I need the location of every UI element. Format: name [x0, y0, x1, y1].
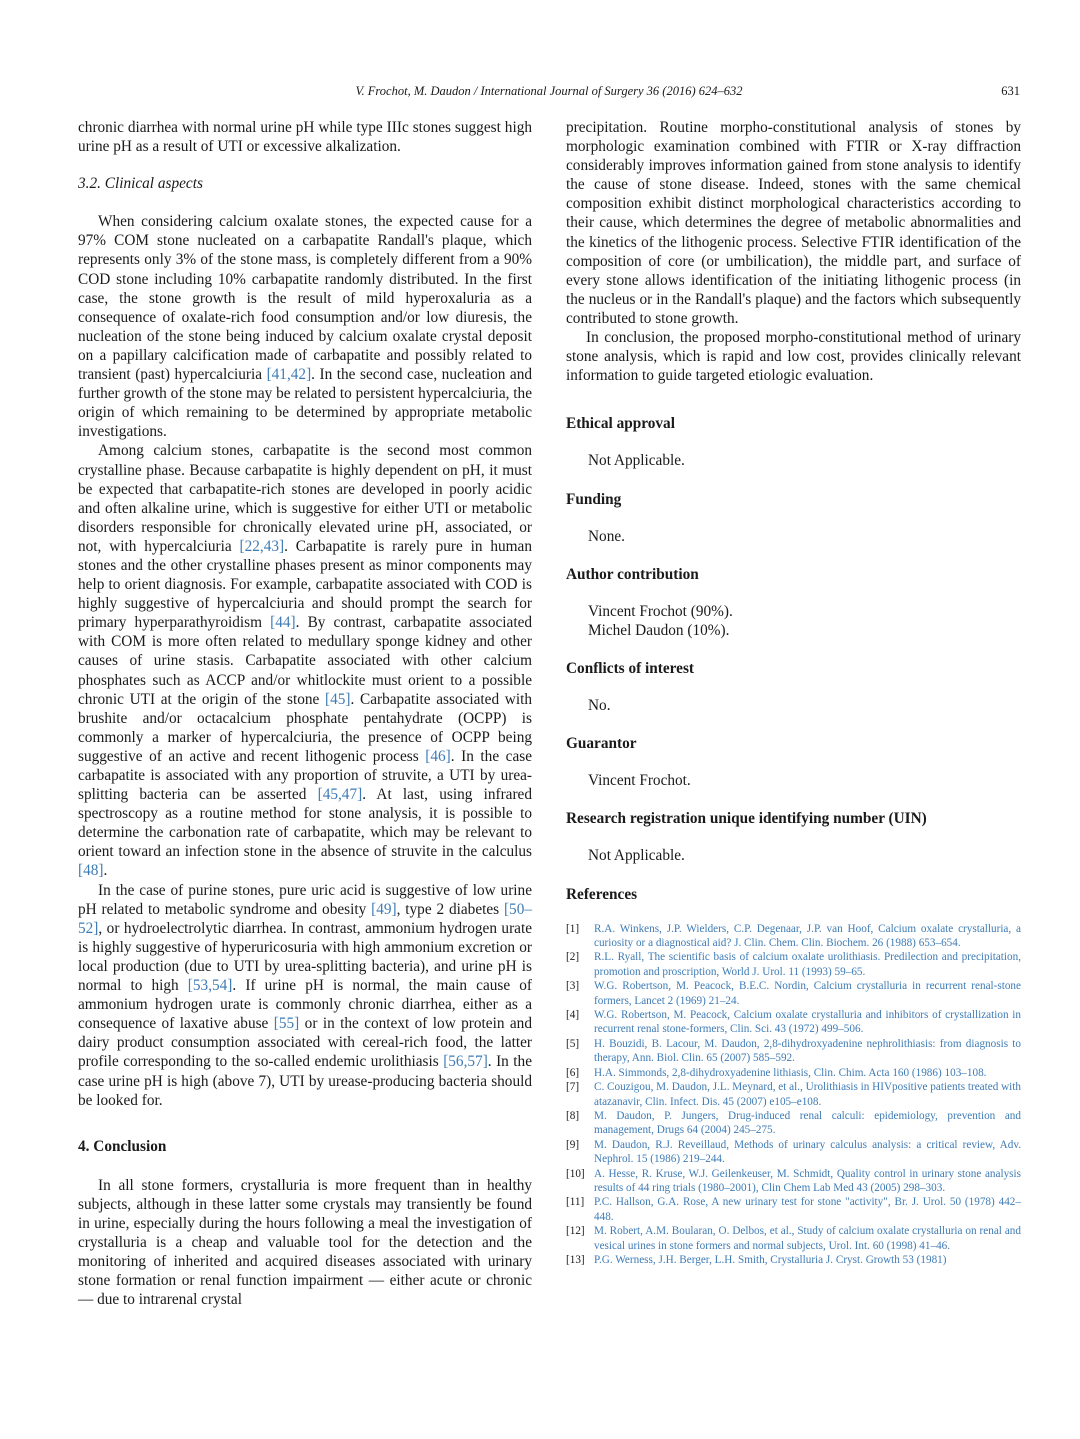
citation-link[interactable]: [49]: [371, 900, 397, 918]
declarations-block: [566, 414, 1021, 865]
paragraph-conclusion: In all stone formers, crystalluria is more frequent than in healthy subjects, although in these latter some crystals may transiently be found in urine, especially during the hours following a meal the investigation of crystalluria is a cheap and valuable tool for the detection and the monitoring of inherited and acquired diseases associated with urinary stone formation or renal function impairment — either acute or chronic — due to intrarenal crystal: [78, 1176, 532, 1309]
citation-link[interactable]: [56,57]: [443, 1053, 488, 1071]
paragraph-final-conclusion: In conclusion, the proposed morpho-constitutional method of urinary stone analysis, which is rapid and low cost, provides clinically relevant information to guide targeted etiologic evaluation.: [566, 329, 1021, 385]
citation-link[interactable]: [45,47]: [317, 786, 363, 804]
citation-link[interactable]: [45]: [325, 690, 351, 708]
paragraph-continuation: chronic diarrhea with normal urine pH while type IIIc stones suggest high urine pH as a result of UTI or excessive alkalization.: [78, 119, 532, 156]
reference-item: [3] W.G. Robertson, M. Peacock, B.E.C. Nordin, Calcium crystalluria in recurrent renal-stone formers, Lancet 2 (1969) 21–24.: [566, 980, 1021, 1007]
funding-heading: Funding: [566, 490, 622, 508]
reference-item: [8] M. Daudon, P. Jungers, Drug-induced renal calculi: epidemiology, prevention and management, Drugs 64 (2004) 245–275.: [566, 1109, 1021, 1137]
conflicts-of-interest-heading: Conflicts of interest: [566, 659, 695, 677]
reference-link[interactable]: C. Couzigou, M. Daudon, J.L. Meynard, et al., Urolithiasis in HIVpositive patients treated with atazanavir, Clin. Infect. Dis. 45 (2007) e105–e108.: [594, 1081, 1021, 1108]
reference-item: [10] A. Hesse, R. Kruse, W.J. Geilenkeuser, M. Schmidt, Quality control in urinary stone analysis results of 44 ring trials (1980–2001), Clin Chem Lab Med 43 (2005) 298–303.: [566, 1167, 1021, 1194]
reference-item: [13] P.G. Werness, J.H. Berger, L.H. Smith, Crystalluria J. Cryst. Growth 53 (1981): [566, 1253, 1021, 1267]
citation-link[interactable]: [41,42]: [266, 366, 312, 384]
conflicts-of-interest-body: No.: [588, 697, 611, 715]
running-header: [78, 84, 1020, 102]
citation-link[interactable]: [46]: [425, 747, 451, 765]
citation-link[interactable]: [53,54]: [187, 977, 233, 995]
citation-link[interactable]: [48]: [78, 862, 104, 880]
reference-item: [5] H. Bouzidi, B. Lacour, M. Daudon, 2,8-dihydroxyadenine nephrolithiasis: from diagnosis to therapy, Ann. Biol. Clin. 65 (2007) 585–592.: [566, 1037, 1021, 1065]
reference-link[interactable]: M. Daudon, R.J. Reveillaud, Methods of urinary calculus analysis: a critical review, Adv. Nephrol. 15 (1986) 219–244.: [594, 1138, 1021, 1166]
reference-link[interactable]: W.G. Robertson, M. Peacock, Calcium oxalate crystalluria and inhibitors of crystallization in recurrent renal stone-formers, Clin. Sci. 43 (1972) 499–506.: [594, 1009, 1021, 1036]
citation-link[interactable]: [50–52]: [78, 900, 532, 937]
paragraph-calcium-oxalate: When considering calcium oxalate stones, the expected cause for a 97% COM stone nucleated on a carbapatite Randall's plaque, which represents only 3% of the stone mass, is completely different from a 90% COD stone including 10% carbapatite randomly distributed. In the first case, the stone growth is the result of mild hyperoxaluria as a consequence of oxalate-rich food consumption and/or low diuresis, the nucleation of the stone being induced by calcium oxalate crystal deposit on a papillary calcification made of carbapatite and possibly related to transient (past) hypercalciuria [41,42]. In the second case, nucleation and further growth of the stone may be related to persistent hypercalciuria, the origin of which remaining to be determined by appropriate metabolic investigations.: [78, 213, 532, 441]
ethical-approval-body: Not Applicable.: [588, 452, 685, 470]
section-4-title: 4. Conclusion: [78, 1137, 167, 1155]
left-column: [78, 118, 532, 1309]
paragraph-carbapatite: Among calcium stones, carbapatite is the second most common crystalline phase. Because carbapatite is highly dependent on pH, it must be expected that carbapatite-rich stones are developed in poorly acidic and often alkaline urine, which is suggestive for either UTI or metabolic disorders responsible for chronically elevated urine pH, associated, or not, with hypercalciuria [22,43]. Carbapatite is rarely pure in human stones and the other crystalline phases present as minor components may help to orient diagnosis. For example, carbapatite associated with COD is highly suggestive of hypercalciuria and should prompt the search for primary hyperparathyroidism [44]. By contrast, carbapatite associated with COM is more often related to medullary sponge kidney and other causes of urine stasis. Carbapatite associated with other calcium phosphates such as ACCP and/or whitlockite must orient to a possible chronic UTI at the origin of the stone [45]. Carbapatite associated with brushite and/or octacalcium phosphate pentahydrate (OCPP) is commonly a marker of hypercalciuria, the presence of OCPP being suggestive of an active and recent lithogenic process [46]. In the case carbapatite is associated with any proportion of struvite, a UTI by urea-splitting bacteria can be asserted [45,47]. At last, using infrared spectroscopy as a routine method for stone analysis, it is possible to determine the carbonation rate of carbapatite, which may be relevant to orient toward an infection stone in the absence of struvite in the calculus [48].: [78, 442, 533, 880]
reference-item: [9] M. Daudon, R.J. Reveillaud, Methods of urinary calculus analysis: a critical review, Adv. Nephrol. 15 (1986) 219–244.: [566, 1138, 1021, 1166]
author-contribution-body: Vincent Frochot (90%). Michel Daudon (10%).: [588, 602, 733, 639]
reference-item: [2] R.L. Ryall, The scientific basis of calcium oxalate urolithiasis. Predilection and precipitation, promotion and proscription, World J. Urol. 11 (1993) 59–65.: [566, 951, 1021, 978]
reference-link[interactable]: H.A. Simmonds, 2,8-dihydroxyadenine lithiasis, Clin. Chim. Acta 160 (1986) 103–108.: [594, 1066, 987, 1079]
page-number: 631: [1001, 84, 1020, 98]
reference-item: [7] C. Couzigou, M. Daudon, J.L. Meynard, et al., Urolithiasis in HIVpositive patients treated with atazanavir, Clin. Infect. Dis. 45 (2007) e105–e108.: [566, 1081, 1021, 1108]
citation-link[interactable]: [55]: [273, 1015, 300, 1033]
reference-link[interactable]: R.L. Ryall, The scientific basis of calcium oxalate urolithiasis. Predilection and precipitation, promotion and proscription, World J. Urol. 11 (1993) 59–65.: [594, 951, 1021, 978]
reference-link[interactable]: P.C. Hallson, G.A. Rose, A new urinary test for stone "activity", Br. J. Urol. 50 (1978) 442–448.: [594, 1196, 1021, 1223]
citation-link[interactable]: [22,43]: [239, 537, 285, 555]
reference-item: [6] H.A. Simmonds, 2,8-dihydroxyadenine lithiasis, Clin. Chim. Acta 160 (1986) 103–108.: [566, 1066, 1021, 1080]
reference-link[interactable]: R.A. Winkens, J.P. Wielders, C.P. Degenaar, J.P. van Hoof, Calcium oxalate crystalluria, a curiosity or a diagnostical aid? J. Clin. Chem. Clin. Biochem. 26 (1988) 653–654.: [594, 922, 1021, 950]
references-heading: References: [566, 885, 638, 903]
reference-item: [12] M. Robert, A.M. Boularan, O. Delbos, et al., Study of calcium oxalate crystalluria on renal and vesical urines in stone formers and normal subjects, Urol. Int. 60 (1998) 41–46.: [566, 1225, 1021, 1252]
uin-heading: Research registration unique identifying number (UIN): [566, 810, 927, 828]
journal-citation-line: V. Frochot, M. Daudon / International Journal of Surgery 36 (2016) 624–632: [355, 84, 743, 98]
paragraph-continuation-right: precipitation. Routine morpho-constitutional analysis of stones by morphologic examination combined with FTIR or X-ray diffraction considerably improves information gained from stone analysis to identify the cause of stone disease. Indeed, stones with the same chemical composition exhibit distinct morphological characteristics according to their cause, which determines the degree of metabolic abnormalities and the kinetics of the lithogenic process. Selective FTIR identification of the composition of core (or umbilication), the middle part, and surface of every stone allows identification of the initiating lithogenic process (in the nucleus or in the Randall's plaque) and the factors which subsequently contributed to stone growth.: [566, 119, 1021, 327]
guarantor-body: Vincent Frochot.: [588, 772, 691, 790]
reference-link[interactable]: A. Hesse, R. Kruse, W.J. Geilenkeuser, M. Schmidt, Quality control in urinary stone analysis results of 44 ring trials (1980–2001), Clin Chem Lab Med 43 (2005) 298–303.: [594, 1167, 1021, 1194]
ethical-approval-heading: Ethical approval: [566, 415, 675, 433]
reference-list: [566, 922, 1021, 1268]
reference-link[interactable]: P.G. Werness, J.H. Berger, L.H. Smith, Crystalluria J. Cryst. Growth 53 (1981): [594, 1253, 947, 1266]
paragraph-purine-stones: In the case of purine stones, pure uric acid is suggestive of low urine pH related to metabolic syndrome and obesity [49], type 2 diabetes [50–52], or hydroelectrolytic diarrhea. In contrast, ammonium hydrogen urate is highly suggestive of hyperuricosuria with high ammonium excretion or local production (due to UTI by urea-splitting bacteria), and urine pH is normal to high [53,54]. If urine pH is normal, the main cause of ammonium hydrogen urate is commonly chronic diarrhea, either as a consequence of laxative abuse [55] or in the context of low protein and dairy product consumption associated with cereal-rich food, the latter profile corresponding to the so-called endemic urolithiasis [56,57]. In the case urine pH is high (above 7), UTI by urease-producing bacteria should be looked for.: [78, 881, 532, 1109]
reference-link[interactable]: W.G. Robertson, M. Peacock, B.E.C. Nordin, Calcium crystalluria in recurrent renal-stone formers, Lancet 2 (1969) 21–24.: [594, 980, 1021, 1007]
reference-item: [4] W.G. Robertson, M. Peacock, Calcium oxalate crystalluria and inhibitors of crystallization in recurrent renal stone-formers, Clin. Sci. 43 (1972) 499–506.: [566, 1009, 1021, 1036]
uin-body: Not Applicable.: [588, 847, 685, 865]
citation-link[interactable]: [44]: [270, 614, 296, 632]
guarantor-heading: Guarantor: [566, 735, 637, 753]
funding-body: None.: [588, 527, 625, 545]
reference-item: [1] R.A. Winkens, J.P. Wielders, C.P. Degenaar, J.P. van Hoof, Calcium oxalate crystalluria, a curiosity or a diagnostical aid? J. Clin. Chem. Clin. Biochem. 26 (1988) 653–654.: [566, 922, 1021, 950]
author-contribution-heading: Author contribution: [566, 565, 699, 583]
section-3-2-title: 3.2. Clinical aspects: [78, 175, 203, 193]
right-column: [566, 118, 1021, 1267]
reference-item: [11] P.C. Hallson, G.A. Rose, A new urinary test for stone "activity", Br. J. Urol. 50 (1978) 442–448.: [566, 1196, 1021, 1223]
reference-link[interactable]: M. Robert, A.M. Boularan, O. Delbos, et al., Study of calcium oxalate crystalluria on renal and vesical urines in stone formers and normal subjects, Urol. Int. 60 (1998) 41–46.: [594, 1225, 1021, 1252]
reference-link[interactable]: H. Bouzidi, B. Lacour, M. Daudon, 2,8-dihydroxyadenine nephrolithiasis: from diagnosis to therapy, Ann. Biol. Clin. 65 (2007) 585–592.: [594, 1037, 1021, 1065]
reference-link[interactable]: M. Daudon, P. Jungers, Drug-induced renal calculi: epidemiology, prevention and management, Drugs 64 (2004) 245–275.: [594, 1109, 1021, 1137]
